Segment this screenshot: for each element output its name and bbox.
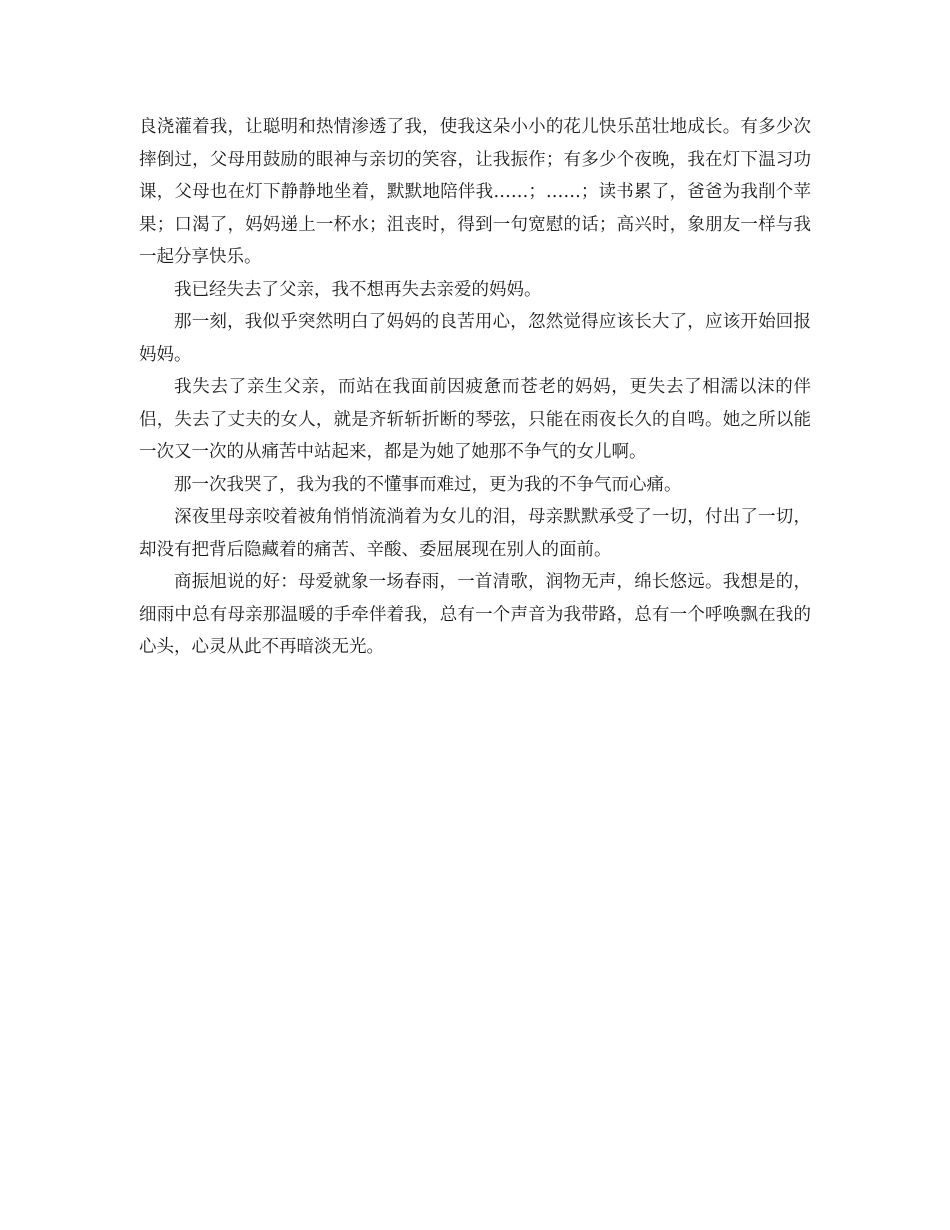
essay-body bbox=[139, 111, 811, 664]
paragraph: 商振旭说的好：母爱就象一场春雨，一首清歌，润物无声，绵长悠远。我想是的，细雨中总有母亲那温暖的手牵伴着我，总有一个声音为我带路，总有一个呼唤飘在我的心头，心灵从此不再暗淡无光。 bbox=[139, 572, 811, 657]
paragraph: 我已经失去了父亲，我不想再失去亲爱的妈妈。 bbox=[174, 279, 542, 300]
paragraph: 那一刻，我似乎突然明白了妈妈的良苦用心，忽然觉得应该长大了，应该开始回报妈妈。 bbox=[139, 312, 811, 365]
paragraph: 深夜里母亲咬着被角悄悄流淌着为女儿的泪，母亲默默承受了一切，付出了一切，却没有把背后隐藏着的痛苦、辛酸、委屈展现在别人的面前。 bbox=[139, 507, 811, 560]
paragraph: 我失去了亲生父亲，而站在我面前因疲惫而苍老的妈妈，更失去了相濡以沫的伴侣，失去了丈夫的女人，就是齐斩斩折断的琴弦，只能在雨夜长久的自鸣。她之所以能一次又一次的从痛苦中站起来，都是为她了她那不争气的女儿啊。 bbox=[139, 377, 811, 462]
paragraph-continued: 良浇灌着我，让聪明和热情渗透了我，使我这朵小小的花儿快乐茁壮地成长。有多少次摔倒过，父母用鼓励的眼神与亲切的笑容，让我振作；有多少个夜晚，我在灯下温习功课，父母也在灯下静静地坐着，默默地陪伴我……；……；读书累了，爸爸为我削个苹果；口渴了，妈妈递上一杯水；沮丧时，得到一句宽慰的话；高兴时，象朋友一样与我一起分享快乐。 bbox=[139, 117, 811, 267]
paragraph: 那一次我哭了，我为我的不懂事而难过，更为我的不争气而心痛。 bbox=[174, 474, 682, 495]
